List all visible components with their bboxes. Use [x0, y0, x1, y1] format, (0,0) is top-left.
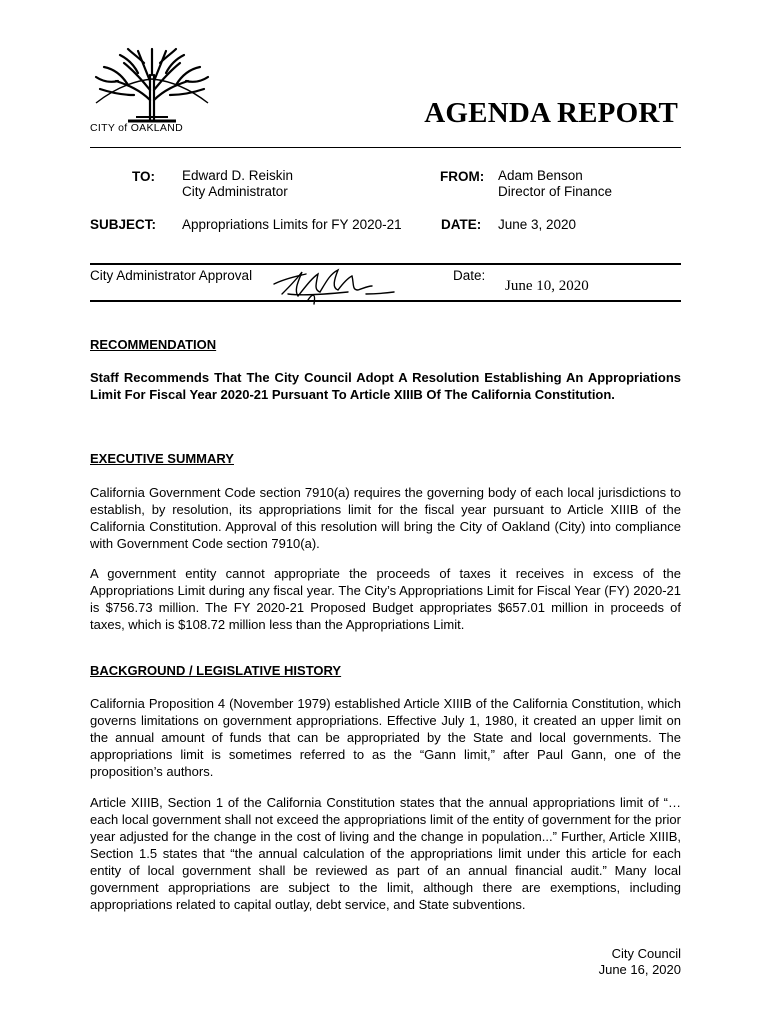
subject-value: Appropriations Limits for FY 2020-21: [182, 217, 402, 232]
city-of-oakland-logo: [88, 45, 216, 140]
date-label: DATE:: [441, 217, 482, 232]
from-label: FROM:: [440, 169, 485, 184]
footer-meeting: City Council: [611, 946, 681, 961]
approval-bottom-rule: [90, 300, 681, 302]
recommendation-heading: RECOMMENDATION: [90, 337, 217, 352]
date-value: June 3, 2020: [498, 217, 577, 232]
approval-date-value: June 10, 2020: [505, 278, 589, 294]
header-divider: [90, 147, 681, 148]
from-name: Adam Benson: [498, 168, 583, 183]
from-title: Director of Finance: [498, 184, 613, 199]
executive-summary-heading: EXECUTIVE SUMMARY: [90, 451, 234, 466]
to-name: Edward D. Reiskin: [182, 168, 294, 183]
recommendation-text: Staff Recommends That The City Council Adopt A Resolution Establishing An Appropriations Limit For Fiscal Year 2020-21 Pursuant To Article XIIIB Of The California Constitution.: [90, 370, 681, 402]
footer: [599, 946, 681, 978]
approval-date-label: Date:: [453, 268, 486, 283]
approval-label: City Administrator Approval: [90, 268, 253, 283]
report-title: AGENDA REPORT: [424, 97, 678, 129]
background-paragraph-2: Article XIIIB, Section 1 of the California Constitution states that the annual appropriations limit of “…each local government shall not exceed the appropriations limit of the entity of government for the prior year adjusted for the change in the cost of living and the change in population...” Further, Article XIIIB, Section 1.5 states that “the annual calculation of the appropriations limit under this article for each entity of local government shall be reviewed as part of an annual financial audit.” Many local government appropriations are subject to the limit, although there are exemptions, including appropriations related to capital outlay, debt service, and State subventions.: [90, 795, 681, 912]
executive-summary-paragraph-1: California Government Code section 7910(a) requires the governing body of each local jurisdictions to establish, by resolution, its appropriations limit for the fiscal year pursuant to Article XIIIB of the California Constitution. Approval of this resolution will bring the City of Oakland (City) into compliance with Government Code section 7910(a).: [90, 485, 681, 551]
to-title: City Administrator: [182, 184, 288, 199]
executive-summary-paragraph-2: A government entity cannot appropriate the proceeds of taxes it receives in excess of the Appropriations Limit during any fiscal year. The City’s Appropriations Limit for Fiscal Year (FY) 2020-21 is $756.73 million. The FY 2020-21 Proposed Budget appropriates $657.01 million in proceeds of taxes, which is $108.72 million less than the Appropriations Limit.: [90, 566, 681, 632]
subject-label: SUBJECT:: [90, 217, 157, 232]
signature: [268, 264, 398, 315]
background-paragraph-1: California Proposition 4 (November 1979) established Article XIIIB of the California Constitution, which governs limitations on government appropriations. Effective July 1, 1980, it created an upper limit on the annual amount of funds that can be appropriated by the State and local governments. The appropriations limit is sometimes referred to as the “Gann limit,” after Paul Gann, one of the proposition’s authors.: [90, 696, 681, 779]
signature-icon: [268, 264, 398, 310]
background-heading: BACKGROUND / LEGISLATIVE HISTORY: [90, 663, 342, 678]
oak-tree-icon: [88, 45, 216, 123]
footer-date: June 16, 2020: [598, 962, 681, 977]
logo-text: CITY of OAKLAND: [90, 122, 184, 134]
to-label: TO:: [132, 169, 155, 184]
